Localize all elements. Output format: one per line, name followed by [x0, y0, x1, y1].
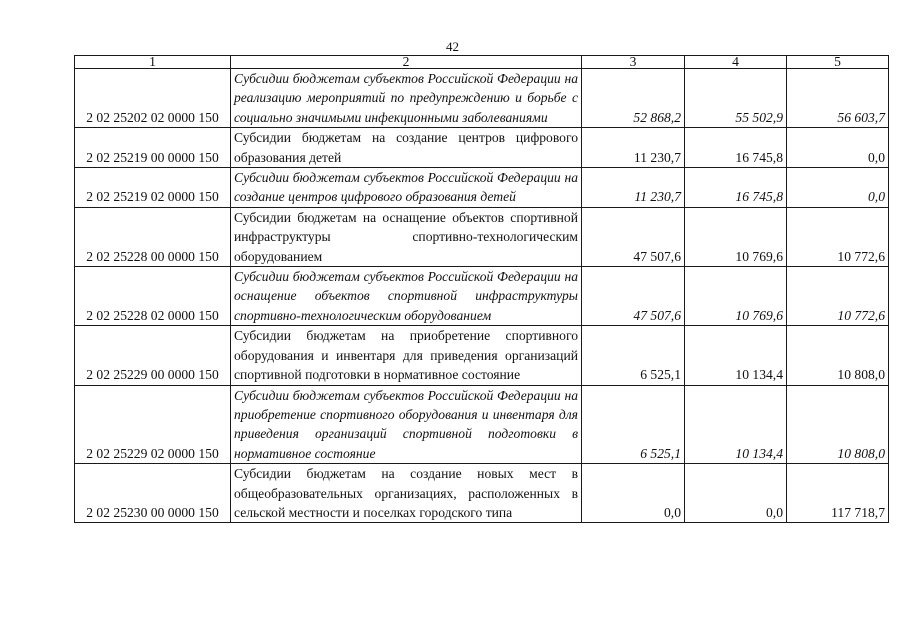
value-col-5: 117 718,7	[787, 464, 889, 523]
value-col-3: 11 230,7	[582, 128, 685, 168]
value-col-3: 6 525,1	[582, 326, 685, 385]
budget-code: 2 02 25230 00 0000 150	[75, 464, 231, 523]
value-col-4: 10 769,6	[685, 207, 787, 266]
column-header-code: 1	[75, 56, 231, 69]
table-row	[75, 385, 889, 464]
value-col-5: 0,0	[787, 128, 889, 168]
value-col-5: 56 603,7	[787, 69, 889, 128]
value-col-4: 0,0	[685, 464, 787, 523]
revenue-name: Субсидии бюджетам на создание новых мест в общеобразовательных организациях, расположенных в сельской местности и поселках городского типа	[231, 464, 582, 523]
budget-code: 2 02 25202 02 0000 150	[75, 69, 231, 128]
value-col-3: 47 507,6	[582, 267, 685, 326]
table-row	[75, 168, 889, 208]
budget-code: 2 02 25219 00 0000 150	[75, 128, 231, 168]
budget-code: 2 02 25229 02 0000 150	[75, 385, 231, 464]
table-row	[75, 326, 889, 385]
table-row	[75, 128, 889, 168]
value-col-5: 10 772,6	[787, 207, 889, 266]
table-row	[75, 207, 889, 266]
revenue-name: Субсидии бюджетам на оснащение объектов спортивной инфраструктуры спортивно-технологическим оборудованием	[231, 207, 582, 266]
value-col-4: 10 769,6	[685, 267, 787, 326]
table-body	[75, 69, 889, 523]
value-col-5: 10 808,0	[787, 326, 889, 385]
table-row	[75, 267, 889, 326]
budget-table	[74, 55, 889, 523]
budget-code: 2 02 25228 00 0000 150	[75, 207, 231, 266]
value-col-5: 0,0	[787, 168, 889, 208]
table-row	[75, 69, 889, 128]
table-header	[75, 56, 889, 69]
revenue-name: Субсидии бюджетам на приобретение спортивного оборудования и инвентаря для приведения организаций спортивной подготовки в нормативное состояние	[231, 326, 582, 385]
budget-code: 2 02 25219 02 0000 150	[75, 168, 231, 208]
budget-code: 2 02 25228 02 0000 150	[75, 267, 231, 326]
value-col-3: 6 525,1	[582, 385, 685, 464]
value-col-4: 16 745,8	[685, 128, 787, 168]
table-row	[75, 464, 889, 523]
revenue-name: Субсидии бюджетам на создание центров цифрового образования детей	[231, 128, 582, 168]
value-col-3: 47 507,6	[582, 207, 685, 266]
value-col-5: 10 772,6	[787, 267, 889, 326]
value-col-5: 10 808,0	[787, 385, 889, 464]
header-row	[75, 56, 889, 69]
value-col-3: 11 230,7	[582, 168, 685, 208]
column-header-name: 2	[231, 56, 582, 69]
value-col-4: 16 745,8	[685, 168, 787, 208]
revenue-name: Субсидии бюджетам субъектов Российской Федерации на оснащение объектов спортивной инфраструктуры спортивно-технологическим оборудованием	[231, 267, 582, 326]
revenue-name: Субсидии бюджетам субъектов Российской Федерации на создание центров цифрового образования детей	[231, 168, 582, 208]
column-header-value-3: 3	[582, 56, 685, 69]
budget-code: 2 02 25229 00 0000 150	[75, 326, 231, 385]
revenue-name: Субсидии бюджетам субъектов Российской Федерации на реализацию мероприятий по предупреждению и борьбе с социально значимыми инфекционными заболеваниями	[231, 69, 582, 128]
column-header-value-4: 4	[685, 56, 787, 69]
value-col-3: 0,0	[582, 464, 685, 523]
value-col-4: 10 134,4	[685, 385, 787, 464]
column-header-value-5: 5	[787, 56, 889, 69]
page-number: 42	[446, 39, 459, 54]
value-col-3: 52 868,2	[582, 69, 685, 128]
value-col-4: 10 134,4	[685, 326, 787, 385]
value-col-4: 55 502,9	[685, 69, 787, 128]
revenue-name: Субсидии бюджетам субъектов Российской Федерации на приобретение спортивного оборудования и инвентаря для приведения организаций спортивной подготовки в нормативное состояние	[231, 385, 582, 464]
